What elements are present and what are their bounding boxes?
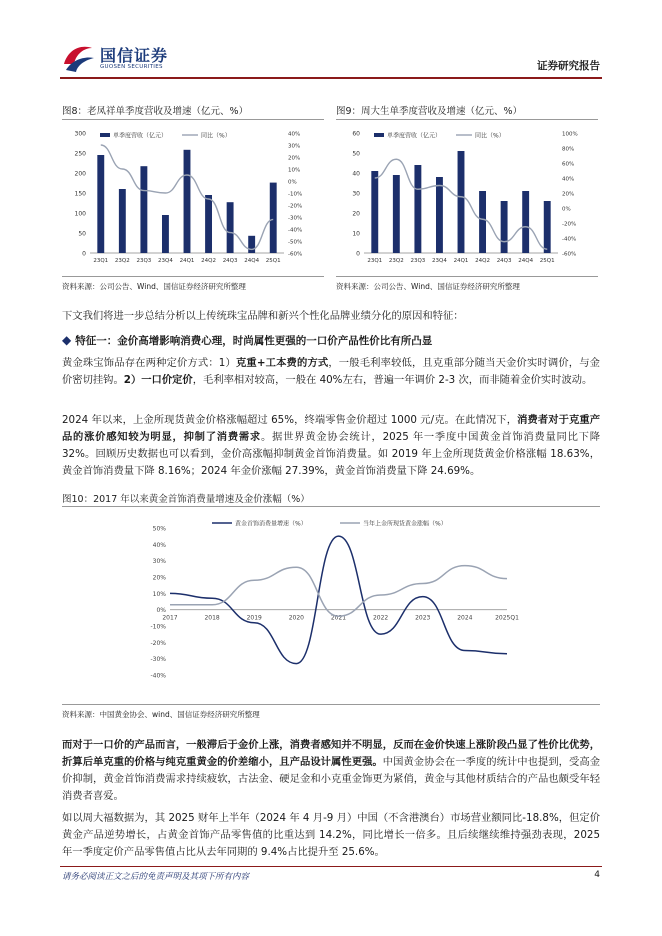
x-tick-label: 2023 — [415, 614, 431, 622]
fig9-source: 资料来源：公司公告、Wind、国信证券经济研究所整理 — [336, 282, 520, 291]
bar — [227, 202, 234, 253]
x-tick-label: 23Q4 — [158, 258, 173, 264]
y-left-tick-label: 0 — [82, 250, 86, 258]
x-tick-label: 23Q1 — [367, 258, 383, 264]
y-left-tick-label: 40 — [352, 170, 360, 178]
y-left-tick-label: 300 — [74, 130, 86, 138]
x-tick-label: 24Q4 — [244, 258, 260, 264]
fig10-caption: 图10：2017 年以来黄金首饰消费量增速及金价涨幅（%） — [62, 494, 310, 505]
fig8-source: 资料来源：公司公告、Wind、国信证券经济研究所整理 — [62, 282, 246, 291]
x-tick-label: 2024 — [457, 614, 473, 622]
y-right-tick-label: -60% — [288, 251, 303, 258]
x-tick-label: 23Q3 — [410, 258, 426, 264]
para1 — [62, 355, 600, 389]
para2-text2: 。据世界黄金协会统计，2025 年一季度中国黄金首饰消费量同比下降 32%。回顾历史数据也可以看到，金价高涨幅抑制黄金首饰消费量。如 2019 年上金所现货黄金价格涨幅 18.63%，黄金首饰消费量下降 8.16%；2024 年金价涨幅 27.39%，黄金首饰消费量下降 24.69%。 — [62, 431, 600, 477]
y-left-tick-label: 150 — [74, 190, 86, 198]
para1-bold2: 2）一口价定价 — [123, 374, 193, 386]
y-left-tick-label: 50 — [352, 150, 360, 158]
y-left-tick-label: 50 — [78, 230, 86, 238]
intro-text: 下文我们将进一步总结分析以上传统珠宝品牌和新兴个性化品牌业绩分化的原因和特征： — [62, 310, 464, 322]
x-tick-label: 24Q3 — [222, 258, 238, 264]
report-type: 证券研究报告 — [537, 60, 600, 72]
fig10-top-rule — [62, 506, 600, 507]
para4: 如以周大福数据为，其 2025 财年上半年（2024 年 4 月-9 月）中国（不含港澳台）市场营业额同比-18.8%，但定价黄金产品逆势增长，占黄金首饰产品零售值的比重达到 14.2%，同比增长一倍多。且后续继续维持强劲表现，2025 年一季度定价产品零售值占比从去年同期的 9.4%占比提升至 25.6%。 — [62, 812, 600, 858]
x-tick-label: 2018 — [204, 614, 220, 622]
bar — [479, 191, 486, 253]
header-divider — [60, 77, 602, 79]
y-right-tick-label: -40% — [288, 227, 303, 234]
y-left-tick-label: 20 — [352, 210, 360, 218]
y-tick-label: 10% — [152, 590, 166, 598]
x-tick-label: 25Q1 — [265, 258, 281, 264]
legend-bar-label: 单季度营收（亿元） — [113, 132, 168, 140]
triangle-bullet-icon: ◆ — [62, 333, 72, 347]
logo — [62, 42, 192, 76]
y-left-tick-label: 100 — [74, 210, 86, 218]
fig9-bottom-rule — [336, 276, 598, 277]
x-tick-label: 2021 — [330, 614, 347, 622]
y-left-tick-label: 250 — [74, 150, 86, 158]
y-tick-label: 0% — [156, 607, 166, 615]
para1-text3: ，毛利率相对较高，一般在 40%左右，普遍一年调价 2-3 次，而非随着金价实时波动。 — [192, 374, 593, 386]
bar — [119, 189, 126, 253]
para2 — [62, 412, 600, 480]
fig8-caption: 图8：老凤祥单季度营收及增速（亿元、%） — [62, 106, 249, 117]
bar — [162, 215, 169, 253]
bar — [270, 183, 277, 253]
bar — [97, 155, 104, 253]
bar — [436, 177, 443, 253]
x-tick-label: 2020 — [288, 614, 305, 622]
x-tick-label: 24Q4 — [518, 258, 534, 264]
feature1-text: 特征一：金价高增影响消费心理，时尚属性更强的一口价产品性价比有所凸显 — [75, 335, 433, 347]
para3 — [62, 737, 600, 805]
y-left-tick-label: 200 — [74, 170, 86, 178]
y-right-tick-label: 20% — [562, 191, 575, 198]
fig10-source: 资料来源：中国黄金协会、wind、国信证券经济研究所整理 — [62, 710, 260, 719]
x-tick-label: 24Q1 — [453, 258, 469, 264]
bar — [544, 201, 551, 253]
bar — [522, 191, 529, 253]
x-tick-label: 2025Q1 — [495, 614, 519, 622]
y-right-tick-label: 30% — [288, 143, 301, 150]
fig8-top-rule — [62, 119, 324, 120]
x-tick-label: 23Q4 — [432, 258, 447, 264]
legend-gold-label: 当年上金所现货黄金涨幅（%） — [363, 520, 447, 528]
fig9-chart — [336, 122, 598, 270]
logo-en: GUOSEN SECURITIES — [100, 64, 163, 70]
y-right-tick-label: 20% — [288, 155, 301, 162]
x-tick-label: 23Q2 — [388, 258, 404, 264]
bar — [458, 151, 465, 253]
legend-consumption-label: 黄金首饰消费量增速（%） — [235, 520, 307, 528]
bar — [184, 150, 191, 253]
y-left-tick-label: 10 — [352, 230, 360, 238]
y-tick-label: 30% — [152, 558, 166, 566]
fig9-top-rule — [336, 119, 598, 120]
logo-cn: 国信证券 — [100, 46, 169, 65]
y-tick-label: -30% — [150, 656, 166, 664]
footer-divider — [60, 866, 602, 867]
y-right-tick-label: 10% — [288, 167, 301, 174]
x-tick-label: 2019 — [246, 614, 262, 622]
x-tick-label: 2022 — [372, 614, 389, 622]
y-tick-label: 40% — [152, 541, 166, 549]
y-right-tick-label: -50% — [288, 239, 303, 246]
bar — [371, 171, 378, 253]
y-right-tick-label: 100% — [562, 131, 578, 138]
y-right-tick-label: 80% — [562, 146, 575, 153]
y-right-tick-label: -20% — [562, 221, 577, 228]
y-right-tick-label: -40% — [562, 236, 577, 243]
x-tick-label: 24Q2 — [475, 258, 490, 264]
y-right-tick-label: -10% — [288, 191, 303, 198]
bar — [248, 236, 255, 253]
y-right-tick-label: -30% — [288, 215, 303, 222]
bar — [414, 165, 421, 253]
legend-line-label: 同比（%） — [201, 132, 231, 140]
bar — [501, 201, 508, 253]
fig8-chart — [62, 122, 324, 270]
y-left-tick-label: 30 — [352, 190, 360, 198]
legend-bar-swatch — [374, 133, 384, 137]
y-right-tick-label: 0% — [562, 206, 571, 213]
x-tick-label: 23Q3 — [136, 258, 152, 264]
footer-disclaimer: 请务必阅读正文之后的免责声明及其项下所有内容 — [62, 872, 250, 882]
y-left-tick-label: 0 — [356, 250, 360, 258]
para3-bold1: 而对于一口价的产品而言，一般滞后于金价上涨，消费者感知并不明显，反而在金价快速上涨阶段凸显了性价比优势，折算后单克重的价格与纯克重黄金的价差缩小，且产品设计属性更强。 — [62, 739, 600, 768]
y-right-tick-label: 0% — [288, 179, 297, 186]
y-right-tick-label: -60% — [562, 251, 577, 258]
bar — [140, 166, 147, 253]
para1-text1: 黄金珠宝饰品存在两种定价方式：1） — [62, 357, 236, 369]
page-number: 4 — [594, 870, 600, 880]
fig10-chart — [62, 509, 600, 701]
consumption-growth-line — [170, 536, 507, 663]
y-right-tick-label: 40% — [562, 176, 575, 183]
gold-price-line — [170, 566, 507, 617]
legend-bar-label: 单季度营收（亿元） — [387, 132, 442, 140]
x-tick-label: 25Q1 — [539, 258, 555, 264]
fig8-bottom-rule — [62, 276, 324, 277]
fig10-bottom-rule — [62, 704, 600, 705]
guosen-logo-icon — [62, 42, 96, 74]
para1-bold1: 克重+工本费的方式 — [235, 357, 329, 369]
x-tick-label: 23Q1 — [93, 258, 109, 264]
legend-bar-swatch — [100, 133, 110, 137]
fig9-caption: 图9：周大生单季度营收及增速（亿元、%） — [336, 106, 523, 117]
y-tick-label: -40% — [150, 672, 166, 680]
para2-text1: 2024 年以来，上金所现货黄金价格涨幅超过 65%，终端零售金价超过 1000 元/克。在此情况下， — [62, 414, 518, 426]
x-tick-label: 23Q2 — [114, 258, 130, 264]
bar — [393, 175, 400, 253]
y-right-tick-label: -20% — [288, 203, 303, 210]
y-tick-label: 50% — [152, 525, 166, 533]
y-tick-label: 20% — [152, 574, 166, 582]
y-right-tick-label: 40% — [288, 131, 301, 138]
x-tick-label: 24Q2 — [201, 258, 216, 264]
para3-text1: 中国黄金协会在一季度的统计中也提到，受高金价抑制，黄金首饰消费需求持续疲软，古法金、硬足金和小克重金饰更为紧俏，黄金与其他材质结合的产品也颇受年轻消费者喜爱。 — [62, 756, 601, 802]
y-left-tick-label: 60 — [352, 130, 360, 138]
y-tick-label: -20% — [150, 639, 166, 647]
x-tick-label: 24Q1 — [179, 258, 195, 264]
y-right-tick-label: 60% — [562, 161, 575, 168]
x-tick-label: 24Q3 — [496, 258, 512, 264]
x-tick-label: 2017 — [162, 614, 178, 622]
legend-line-label: 同比（%） — [475, 132, 505, 140]
para1-text2: ，一般毛利率较低，且克重部分随当天金价实时调价，与金价密切挂钩。 — [62, 357, 600, 386]
para2-bold1: 消费者对于克重产品的涨价感知较为明显，抑制了消费需求 — [62, 414, 601, 443]
feature1-heading — [62, 333, 600, 348]
y-tick-label: -10% — [150, 623, 166, 631]
bar — [205, 195, 212, 253]
